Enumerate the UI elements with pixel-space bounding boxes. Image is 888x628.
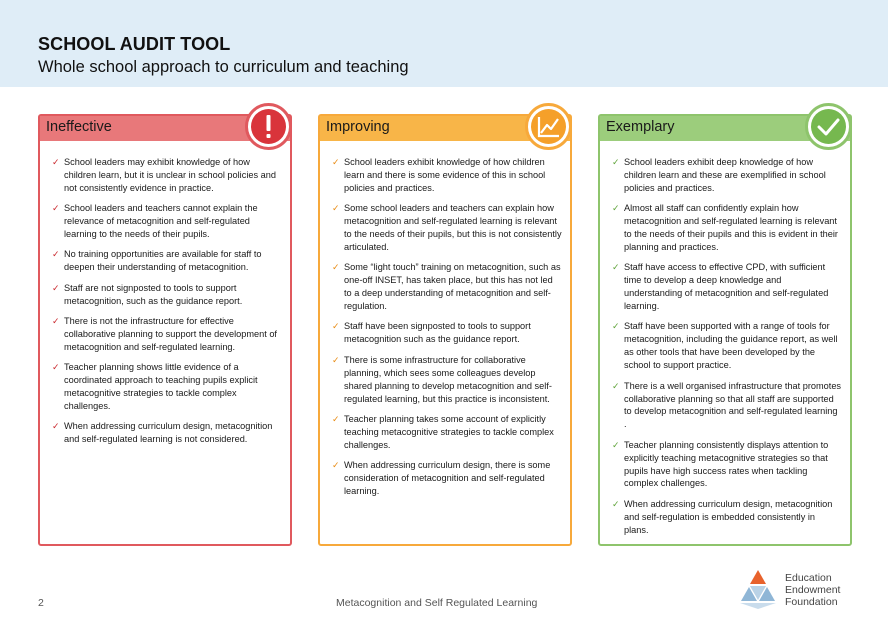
list-item: ✓ Teacher planning consistently displays attention to explicitly teaching metacognitive strategies so that pupils have high success rates when tackling complex challenges.: [612, 439, 829, 489]
exclamation-icon: [251, 109, 286, 144]
list-item: ✓ There is a well organised infrastructure that promotes collaborative planning so that all staff are supported to develop metacognition and self-regulated learning .: [612, 380, 842, 430]
list-item: ✓ Staff have been signposted to tools to support metacognition such as the guidance report.: [332, 321, 531, 345]
column-title: Ineffective: [46, 119, 112, 135]
list-item: ✓ Some school leaders and teachers can explain how metacognition and self-regulated learning is relevant to the needs of their pupils, but this is not consistently articulated.: [332, 203, 562, 252]
check-icon: ✓: [332, 460, 340, 471]
list-item: ✓ Some “light touch” training on metacognition, such as one-off INSET, has taken place, but this has not led to a deep understanding of metacognition and self-regulation.: [332, 262, 561, 312]
check-icon: ✓: [612, 439, 620, 450]
page-number: 2: [38, 597, 44, 609]
line-chart-icon: [531, 109, 566, 144]
column-title: Exemplary: [606, 119, 675, 135]
check-icon: ✓: [332, 321, 340, 332]
check-icon: ✓: [612, 157, 620, 167]
page-title: SCHOOL AUDIT TOOL: [38, 34, 231, 54]
list-item: ✓ Almost all staff can confidently explain how metacognition and self-regulated learning is relevant to the needs of their pupils and this is evident in their planning and practices.: [612, 203, 838, 252]
list-item: ✓ Teacher planning takes some account of explicitly teaching metacognitive strategies to tackle complex challenges.: [332, 413, 554, 450]
check-icon: ✓: [612, 498, 620, 509]
column-improving: [318, 114, 572, 546]
list-item: ✓ Staff have access to effective CPD, with sufficient time to develop a deep knowledge and understanding of metacognition and self-regulated learning.: [612, 262, 829, 312]
status-badge: [805, 103, 852, 150]
list-item: ✓ When addressing curriculum design, metacognition and self-regulation is embedded consistently in plans.: [612, 498, 833, 535]
check-icon: ✓: [332, 262, 340, 273]
criteria-list: [52, 156, 282, 454]
list-item: ✓ Staff are not signposted to tools to support metacognition, such as the guidance report.: [52, 282, 243, 306]
check-icon: ✓: [332, 157, 340, 167]
check-icon: ✓: [332, 354, 340, 365]
triangle-logo-icon: [736, 568, 780, 610]
status-badge: [525, 103, 572, 150]
check-icon: ✓: [612, 380, 620, 391]
column-exemplary: [598, 114, 852, 546]
check-icon: ✓: [332, 203, 340, 214]
list-item: ✓ When addressing curriculum design, there is some consideration of metacognition and self-regulated learning.: [332, 460, 551, 496]
list-item: ✓ There is some infrastructure for collaborative planning, which sees some colleagues develop shared planning to develop metacognition and self-regulated learning, but this practice is inconsistent.: [332, 354, 552, 404]
list-item: ✓ There is not the infrastructure for effective collaborative planning to support the development of metacognition and self-regulated learning.: [52, 316, 277, 352]
check-icon: ✓: [52, 316, 60, 327]
column-ineffective: [38, 114, 292, 546]
page-subtitle: Whole school approach to curriculum and teaching: [38, 58, 409, 76]
footer-doc-title: Metacognition and Self Regulated Learning: [336, 597, 538, 609]
check-icon: ✓: [612, 262, 620, 273]
check-icon: ✓: [52, 282, 60, 293]
check-icon: ✓: [612, 203, 620, 214]
criteria-list: [612, 156, 842, 544]
check-icon: ✓: [52, 157, 60, 167]
list-item: ✓ School leaders exhibit deep knowledge of how children learn and these are exemplified in school policies and practices.: [612, 157, 826, 193]
checkmark-icon: [811, 109, 846, 144]
list-item: ✓ Staff have been supported with a range of tools for metacognition, including the guidance report, as well as other tools that have been developed by the school to support practice.: [612, 321, 838, 371]
check-icon: ✓: [52, 362, 60, 373]
check-icon: ✓: [52, 203, 60, 214]
logo-text: Education Endowment Foundation: [785, 572, 841, 608]
list-item: ✓ School leaders exhibit knowledge of how children learn and there is some evidence of this in school policies and practices.: [332, 157, 546, 193]
check-icon: ✓: [52, 421, 60, 432]
eef-logo: [736, 568, 856, 613]
list-item: ✓ When addressing curriculum design, metacognition and self-regulated learning is not considered.: [52, 421, 273, 445]
criteria-list: [332, 156, 562, 505]
list-item: ✓ School leaders and teachers cannot explain the relevance of metacognition and self-regulated learning to the needs of their pupils.: [52, 203, 258, 240]
page-header: [0, 0, 888, 87]
column-title: Improving: [326, 119, 390, 135]
list-item: ✓ School leaders may exhibit knowledge of how children learn, but it is unclear in school policies and not consistently evidence in practice.: [52, 157, 276, 193]
list-item: ✓ Teacher planning shows little evidence of a coordinated approach to teaching pupils explicit metacognitive strategies to tackle complex challenges.: [52, 362, 258, 411]
check-icon: ✓: [612, 321, 620, 332]
check-icon: ✓: [52, 249, 60, 260]
list-item: ✓ No training opportunities are available for staff to deepen their understanding of metacognition.: [52, 249, 262, 273]
check-icon: ✓: [332, 413, 340, 424]
status-badge: [245, 103, 292, 150]
